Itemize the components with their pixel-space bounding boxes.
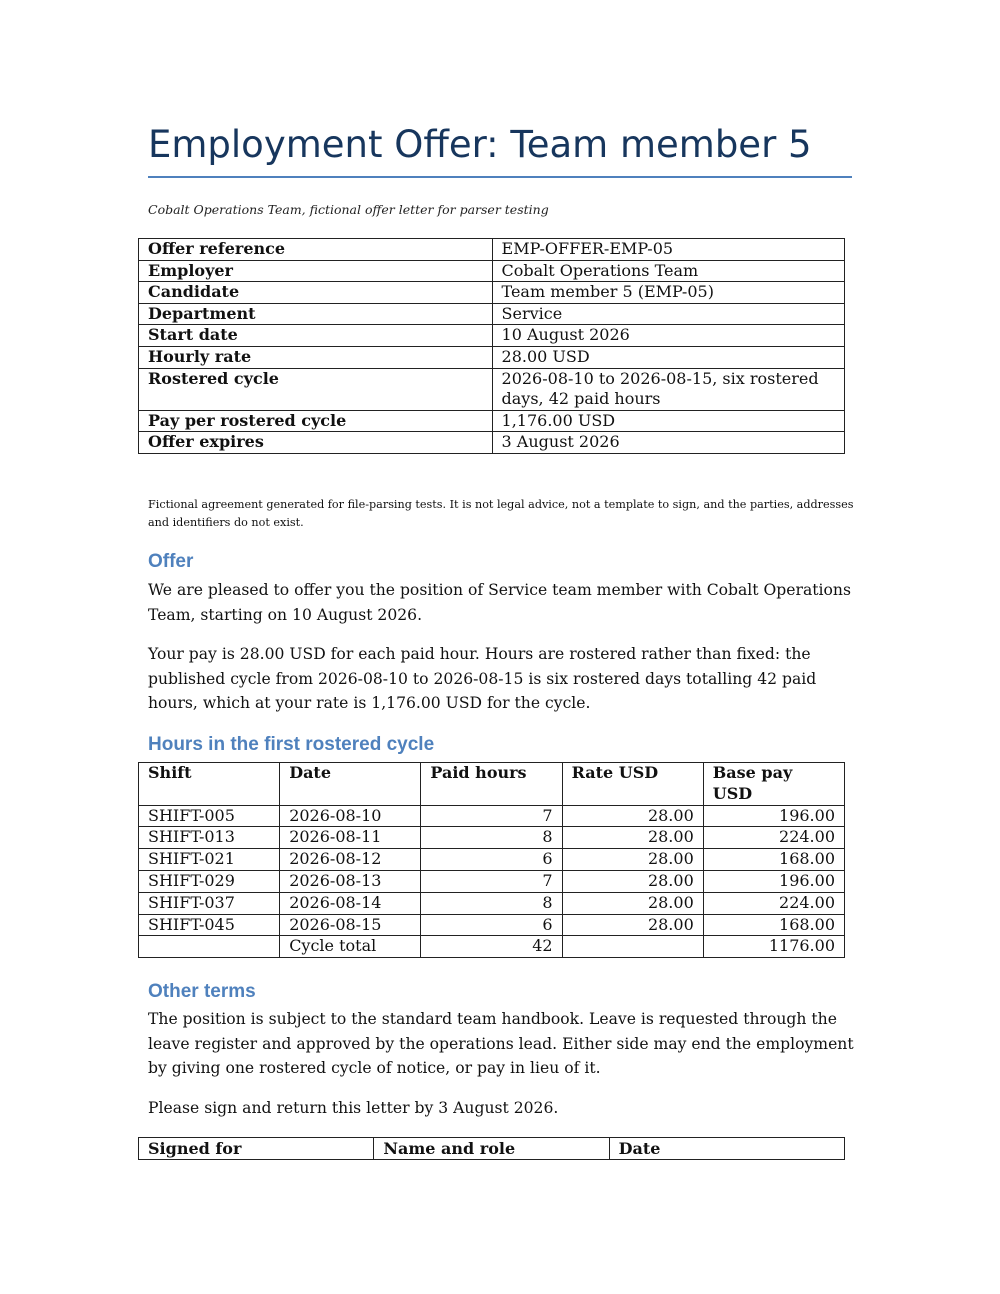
date-cell: 2026-08-11 [280, 827, 421, 849]
other-terms-heading: Other terms [148, 981, 256, 1002]
column-header-name-role: Name and role [374, 1138, 609, 1160]
paid-hours-cell: 7 [421, 870, 562, 892]
total-base-pay-cell: 1176.00 [703, 936, 844, 958]
paid-hours-cell: 8 [421, 892, 562, 914]
table-header-row [139, 763, 845, 806]
title-divider [148, 176, 852, 178]
shift-cell: SHIFT-013 [139, 827, 280, 849]
base-pay-cell: 168.00 [703, 849, 844, 871]
detail-value: 2026-08-10 to 2026-08-15, six rostered days, 42 paid hours [492, 368, 844, 410]
detail-value: 1,176.00 USD [492, 410, 844, 432]
detail-label: Offer reference [139, 239, 493, 261]
detail-label: Start date [139, 325, 493, 347]
table-header-row [139, 1138, 845, 1160]
table-row [139, 282, 845, 304]
detail-label: Candidate [139, 282, 493, 304]
column-header-signed-for: Signed for [139, 1138, 374, 1160]
table-row [139, 325, 845, 347]
detail-value: Cobalt Operations Team [492, 260, 844, 282]
base-pay-cell: 224.00 [703, 892, 844, 914]
page-subtitle: Cobalt Operations Team, fictional offer letter for parser testing [148, 202, 549, 217]
date-cell: 2026-08-14 [280, 892, 421, 914]
column-header-paid-hours: Paid hours [421, 763, 562, 806]
base-pay-cell: 196.00 [703, 805, 844, 827]
table-row [139, 368, 845, 410]
table-row [139, 870, 845, 892]
detail-label: Hourly rate [139, 346, 493, 368]
total-label-cell: Cycle total [280, 936, 421, 958]
detail-label: Department [139, 303, 493, 325]
detail-value: 10 August 2026 [492, 325, 844, 347]
rate-cell: 28.00 [562, 849, 703, 871]
detail-value: Team member 5 (EMP-05) [492, 282, 844, 304]
table-row [139, 914, 845, 936]
disclaimer-note: Fictional agreement generated for file-parsing tests. It is not legal advice, not a template to sign, and the parties, addresses and identifiers do not exist. [148, 498, 854, 529]
shift-cell: SHIFT-045 [139, 914, 280, 936]
offer-heading: Offer [148, 551, 194, 572]
table-total-row [139, 936, 845, 958]
table-row [139, 827, 845, 849]
base-pay-cell: 196.00 [703, 870, 844, 892]
page-title: Employment Offer: Team member 5 [148, 123, 812, 166]
rate-cell: 28.00 [562, 805, 703, 827]
column-header-base-pay: Base pay USD [703, 763, 844, 806]
pay-paragraph: Your pay is 28.00 USD for each paid hour. Hours are rostered rather than fixed: the published cycle from 2026-08-10 to 2026-08-15 is six rostered days totalling 42 paid hours, which at your rate is 1,176.00 USD for the cycle. [148, 645, 817, 713]
hours-heading: Hours in the first rostered cycle [148, 734, 435, 755]
table-row [139, 346, 845, 368]
column-header-rate: Rate USD [562, 763, 703, 806]
paid-hours-cell: 7 [421, 805, 562, 827]
detail-label: Rostered cycle [139, 368, 493, 410]
column-header-shift: Shift [139, 763, 280, 806]
total-paid-hours-cell: 42 [421, 936, 562, 958]
column-header-date: Date [609, 1138, 844, 1160]
rate-cell: 28.00 [562, 892, 703, 914]
signature-table [138, 1137, 845, 1160]
paid-hours-cell: 8 [421, 827, 562, 849]
rate-cell: 28.00 [562, 870, 703, 892]
table-row [139, 432, 845, 454]
shift-cell: SHIFT-005 [139, 805, 280, 827]
detail-value: 28.00 USD [492, 346, 844, 368]
table-row [139, 849, 845, 871]
empty-cell [139, 936, 280, 958]
rate-cell: 28.00 [562, 827, 703, 849]
table-row [139, 805, 845, 827]
shift-cell: SHIFT-021 [139, 849, 280, 871]
sign-return-paragraph: Please sign and return this letter by 3 August 2026. [148, 1099, 559, 1117]
offer-details-table [138, 238, 845, 454]
detail-label: Pay per rostered cycle [139, 410, 493, 432]
table-row [139, 892, 845, 914]
empty-cell [562, 936, 703, 958]
paid-hours-cell: 6 [421, 914, 562, 936]
shift-cell: SHIFT-037 [139, 892, 280, 914]
detail-label: Employer [139, 260, 493, 282]
date-cell: 2026-08-12 [280, 849, 421, 871]
date-cell: 2026-08-15 [280, 914, 421, 936]
table-row [139, 239, 845, 261]
column-header-date: Date [280, 763, 421, 806]
hours-table [138, 762, 845, 958]
date-cell: 2026-08-10 [280, 805, 421, 827]
base-pay-cell: 168.00 [703, 914, 844, 936]
other-terms-paragraph: The position is subject to the standard team handbook. Leave is requested through the leave register and approved by the operations lead. Either side may end the employment by giving one rostered cycle of notice, or pay in lieu of it. [148, 1010, 854, 1078]
table-row [139, 260, 845, 282]
rate-cell: 28.00 [562, 914, 703, 936]
detail-value: EMP-OFFER-EMP-05 [492, 239, 844, 261]
table-row [139, 303, 845, 325]
detail-value: 3 August 2026 [492, 432, 844, 454]
paid-hours-cell: 6 [421, 849, 562, 871]
table-row [139, 410, 845, 432]
detail-value: Service [492, 303, 844, 325]
date-cell: 2026-08-13 [280, 870, 421, 892]
base-pay-cell: 224.00 [703, 827, 844, 849]
offer-paragraph: We are pleased to offer you the position of Service team member with Cobalt Operations Team, starting on 10 August 2026. [148, 581, 851, 624]
shift-cell: SHIFT-029 [139, 870, 280, 892]
detail-label: Offer expires [139, 432, 493, 454]
